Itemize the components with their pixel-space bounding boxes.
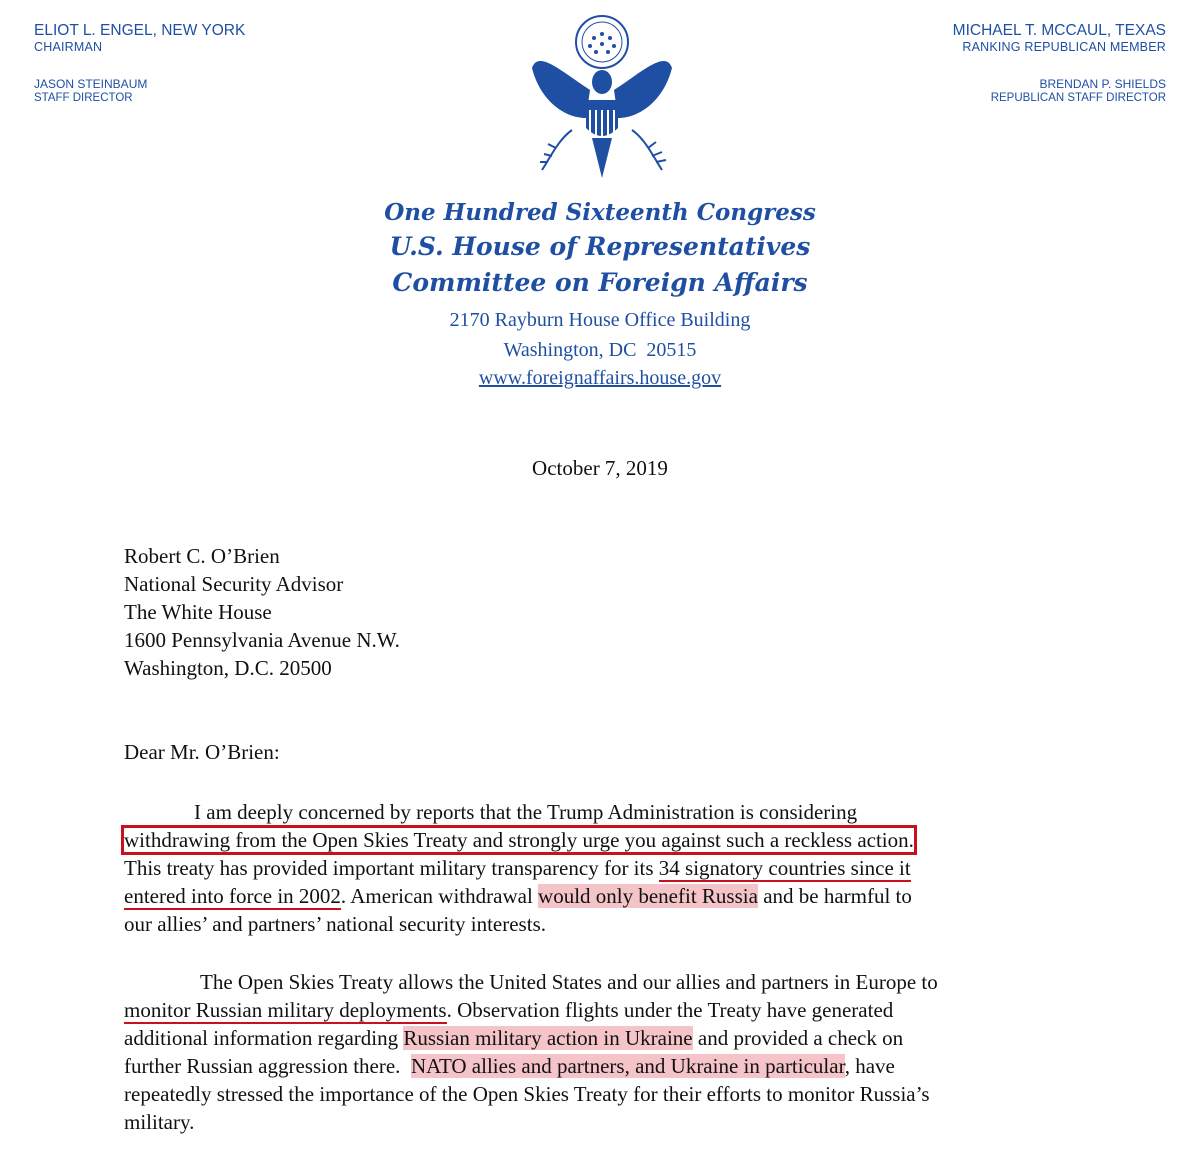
p2-line-4: [124, 1052, 1084, 1080]
recipient-street: 1600 Pennsylvania Avenue N.W.: [124, 628, 400, 652]
p2-line-6: military.: [124, 1110, 195, 1134]
underline-annotation: entered into force in 2002: [124, 884, 341, 908]
chair-title: CHAIRMAN: [34, 40, 103, 54]
p2-line-4-text: further Russian aggression there.: [124, 1054, 411, 1078]
paragraph-1: [124, 798, 1084, 938]
p2-line-2: [124, 996, 1084, 1024]
staff-director-title: STAFF DIRECTOR: [34, 92, 133, 104]
p1-line-4-end: and be harmful to: [757, 884, 912, 908]
letterhead-right: [953, 22, 1166, 105]
p2-line-2-text: . Observation flights under the Treaty have generated: [446, 998, 894, 1022]
p1-line-3-text: This treaty has provided important military transparency for its: [124, 856, 659, 880]
p2-line-5: repeatedly stressed the importance of the Open Skies Treaty for their efforts to monitor Russia’s: [124, 1082, 930, 1106]
address-line-1: 2170 Rayburn House Office Building: [449, 309, 751, 331]
p2-line-3-text: additional information regarding: [124, 1026, 404, 1050]
ranking-member-name: MICHAEL T. MCCAUL, TEXAS: [952, 22, 1166, 39]
recipient-org: The White House: [124, 600, 272, 624]
recipient-block: [124, 542, 400, 682]
committee-title: Committee on Foreign Affairs: [392, 268, 808, 297]
ranking-member-title: RANKING REPUBLICAN MEMBER: [962, 40, 1166, 54]
underline-annotation: 34 signatory countries since it: [658, 856, 911, 880]
house-title: U.S. House of Representatives: [389, 232, 811, 261]
congress-title: One Hundred Sixteenth Congress: [384, 199, 816, 226]
republican-staff-name: BRENDAN P. SHIELDS: [1039, 77, 1166, 91]
boxed-annotation: withdrawing from the Open Skies Treaty and strongly urge you against such a reckless action.: [124, 828, 914, 852]
highlight-annotation: Russian military action in Ukraine: [403, 1026, 693, 1050]
website-link[interactable]: www.foreignaffairs.house.gov: [478, 367, 722, 389]
p1-line-4: [124, 882, 1084, 910]
republican-staff-title: REPUBLICAN STAFF DIRECTOR: [990, 92, 1166, 104]
letter-date: October 7, 2019: [532, 456, 668, 480]
staff-director-name: JASON STEINBAUM: [34, 77, 148, 91]
p2-line-4-end: , have: [844, 1054, 895, 1078]
p2-line-1: The Open Skies Treaty allows the United States and our allies and partners in Europe to: [200, 970, 938, 994]
underline-annotation: monitor Russian military deployments: [124, 998, 447, 1022]
p1-line-3: [124, 854, 1084, 882]
great-seal-eagle-icon: [520, 10, 684, 188]
p1-line-1: I am deeply concerned by reports that the Trump Administration is considering: [194, 800, 858, 824]
recipient-title: National Security Advisor: [124, 572, 344, 596]
highlight-annotation: would only benefit Russia: [538, 884, 758, 908]
address-line-2: Washington, DC 20515: [503, 339, 697, 361]
p1-line-2: [124, 826, 1084, 854]
paragraph-2: [124, 968, 1084, 1136]
chair-name: ELIOT L. ENGEL, NEW YORK: [34, 22, 246, 39]
p1-line-5: our allies’ and partners’ national security interests.: [124, 912, 546, 936]
p2-line-3-end: and provided a check on: [692, 1026, 904, 1050]
highlight-annotation: NATO allies and partners, and Ukraine in particular: [410, 1054, 845, 1078]
recipient-name: Robert C. O’Brien: [124, 544, 280, 568]
salutation: Dear Mr. O’Brien:: [124, 740, 280, 764]
letterhead-left: [34, 22, 245, 105]
p2-line-3: [124, 1024, 1084, 1052]
p1-line-4-text: . American withdrawal: [340, 884, 539, 908]
recipient-city: Washington, D.C. 20500: [124, 656, 332, 680]
